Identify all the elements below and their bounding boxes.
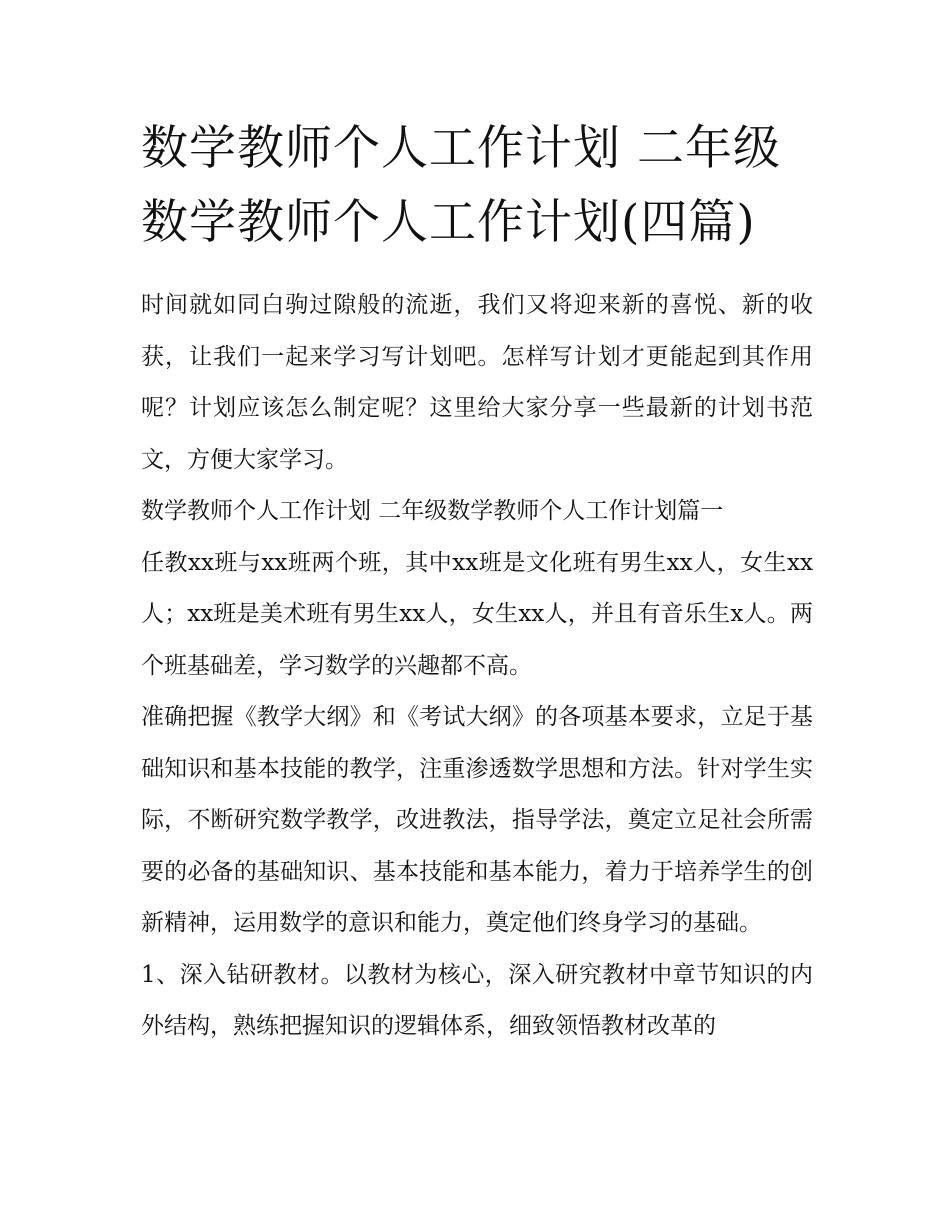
document-page — [141, 112, 813, 1053]
document-title: 数学教师个人工作计划 二年级数学教师个人工作计划(四篇) — [141, 121, 781, 250]
paragraph-class-info: 任教xx班与xx班两个班，其中xx班是文化班有男生xx人，女生xx人；xx班是美术班有男生xx人，女生xx人，并且有音乐生x人。两个班基础差，学习数学的兴趣都不高。 — [141, 549, 813, 679]
paragraph-teaching-goals: 准确把握《教学大纲》和《考试大纲》的各项基本要求，立足于基础知识和基本技能的教学，注重渗透数学思想和方法。针对学生实际，不断研究数学教学，改进教法，指导学法，奠定立足社会所需要的必备的基础知识、基本技能和基本能力，着力于培养学生的创新精神，运用数学的意识和能力，奠定他们终身学习的基础。 — [141, 704, 813, 936]
section-heading: 数学教师个人工作计划 二年级数学教师个人工作计划篇一 — [141, 498, 724, 524]
paragraph-item-1: 1、深入钻研教材。以教材为核心，深入研究教材中章节知识的内外结构，熟练把握知识的逻辑体系，细致领悟教材改革的 — [141, 961, 813, 1039]
paragraph-intro: 时间就如同白驹过隙般的流逝，我们又将迎来新的喜悦、新的收获，让我们一起来学习写计划吧。怎样写计划才更能起到其作用呢？计划应该怎么制定呢？这里给大家分享一些最新的计划书范文，方便大家学习。 — [141, 292, 813, 473]
